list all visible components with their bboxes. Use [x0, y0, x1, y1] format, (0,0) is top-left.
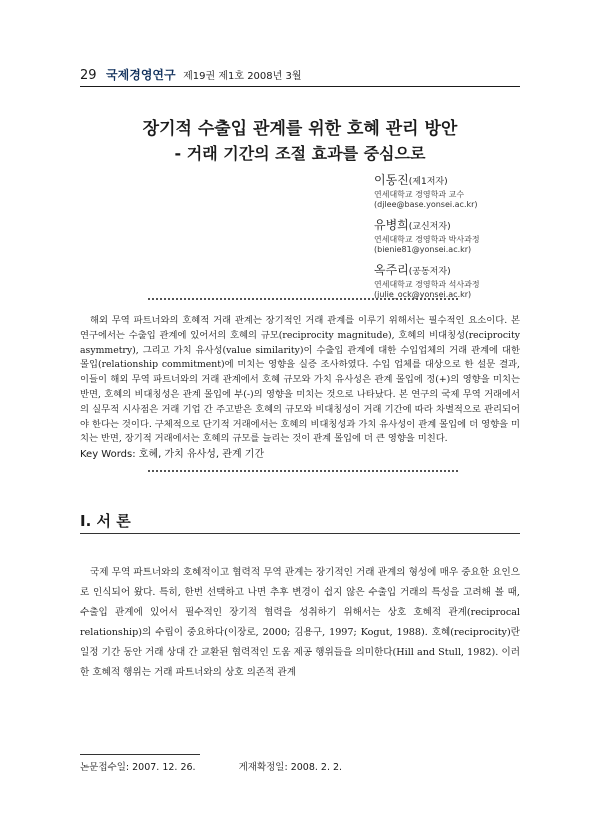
author-affiliation: 연세대학교 경영학과 교수: [374, 190, 465, 199]
author-3: [374, 262, 524, 300]
footnote: [80, 759, 520, 773]
section-divider: [80, 533, 520, 534]
paper-title: 장기적 수출입 관계를 위한 호혜 관리 방안: [142, 119, 458, 139]
accepted-date: 게재확정일: 2008. 2. 2.: [238, 762, 343, 773]
paper-subtitle: - 거래 기간의 조절 효과를 중심으로: [174, 144, 426, 163]
journal-issue: 제19권 제1호 2008년 3월: [183, 71, 302, 82]
keywords-label: Key Words:: [80, 449, 136, 460]
running-header: [80, 66, 520, 83]
author-role: (제1저자): [408, 177, 448, 187]
received-date: 논문접수일: 2007. 12. 26.: [80, 762, 196, 773]
body-paragraph: 국제 무역 파트너와의 호혜적이고 협력적 무역 관계는 장기적인 거래 관계의 형성에 매우 중요한 요인으로 인식되어 왔다. 특히, 한번 선택하고 나면 추후 변경이 쉽지 않은 수출입 거래의 특성을 고려해 볼 때, 수출입 관계에 있어서 필수적인 장기적 협력을 성취하기 위해서는 상호 호혜적 관계(reciprocal relationship)의 수립이 중요하다(이장로, 2000; 김용구, 1997; Kogut, 1988). 호혜(reciprocity)란 일정 기간 동안 거래 상대 간 교환된 협력적인 도움 제공 행위들을 의미한다(Hill and Stull, 1982). 이러한 호혜적 행위는 거래 파트너와의 상호 의존적 관계: [80, 567, 520, 678]
keywords: [80, 445, 520, 460]
footnote-divider: [80, 754, 200, 755]
author-name: 옥주리: [374, 263, 409, 277]
keywords-value: 호혜, 가치 유사성, 관계 기간: [138, 449, 265, 460]
abstract-top-divider: [148, 298, 458, 300]
author-email: (djlee@base.yonsei.ac.kr): [374, 200, 478, 209]
title-block: [80, 118, 520, 165]
journal-name: 국제경영연구: [106, 68, 176, 82]
author-affiliation: 연세대학교 경영학과 석사과정: [374, 280, 480, 289]
author-name: 유병희: [374, 218, 409, 232]
author-2: [374, 217, 524, 255]
header-divider: [80, 86, 520, 87]
author-email: (bienie81@yonsei.ac.kr): [374, 245, 472, 254]
author-1: [374, 172, 524, 210]
page-number: 29: [80, 68, 97, 83]
author-role: (교신저자): [408, 222, 451, 232]
author-name: 이동진: [374, 173, 409, 187]
author-email: (julie_ock@yonsei.ac.kr): [374, 290, 472, 299]
author-role: (공동저자): [408, 267, 451, 277]
author-list: [374, 172, 524, 307]
section-heading: Ⅰ. 서 론: [80, 512, 131, 530]
abstract-text: 해외 무역 파트너와의 호혜적 거래 관계는 장기적인 거래 관계를 이루기 위해서는 필수적인 요소이다. 본 연구에서는 수출입 관계에 있어서의 호혜의 규모(reciprocity magnitude), 호혜의 비대칭성(reciprocity asymmetry), 그리고 가치 유사성(value similarity)이 수출입 관계에 대한 수입업체의 거래 관계에 대한 몰입(relationship commitment)에 미치는 영향을 실증 조사하였다. 수입 업체를 대상으로 한 설문 결과, 이들이 해외 무역 파트너와의 거래 관계에서 호혜 규모와 가치 유사성은 관계 몰입에 정(+)의 영향을 미치는 반면, 호혜의 비대칭성은 관계 몰입에 부(-)의 영향을 미치는 것으로 나타났다. 본 연구의 국제 무역 거래에서의 실무적 시사점은 거래 기업 간 주고받은 호혜의 규모와 비대칭성이 거래 기간에 따라 차별적으로 관리되어야 한다는 것이다. 구체적으로 단기적 거래에서는 호혜의 비대칭성과 가치 유사성이 관계 몰입에 더 영향을 미치는 반면, 장기적 거래에서는 호혜의 규모를 늘리는 것이 관계 몰입에 더 큰 영향을 미친다.: [80, 315, 520, 445]
abstract-bottom-divider: [148, 470, 458, 472]
author-affiliation: 연세대학교 경영학과 박사과정: [374, 235, 480, 244]
